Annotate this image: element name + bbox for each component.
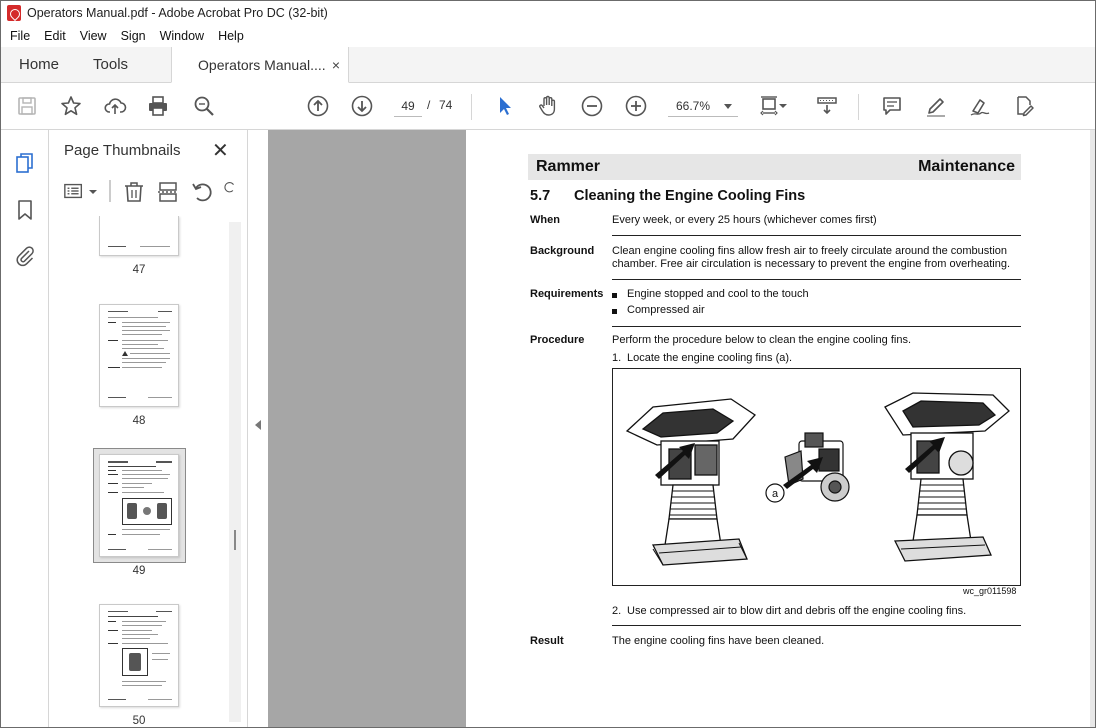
section-rule	[612, 326, 1021, 327]
zoom-search-icon[interactable]	[192, 94, 216, 118]
thumbnails-panel	[49, 130, 247, 728]
thumbnail-label: 49	[132, 565, 146, 577]
options-menu-icon[interactable]	[63, 180, 85, 204]
page-separator: /	[427, 98, 431, 112]
document-viewport[interactable]	[268, 130, 1096, 728]
header-left: Rammer	[536, 158, 601, 175]
previous-page-icon[interactable]	[306, 94, 330, 118]
step-2-text: Use compressed air to blow dirt and debris off the engine cooling fins.	[627, 605, 967, 617]
zoom-level-value: 66.7%	[676, 99, 711, 113]
collapse-panel-arrow-icon[interactable]	[255, 420, 261, 430]
thumbnail-label: 48	[132, 415, 146, 427]
menu-view[interactable]: View	[79, 29, 107, 43]
thumbnail-scroll-grip[interactable]	[234, 530, 236, 550]
header-right: Maintenance	[918, 158, 1015, 175]
background-label: Background	[530, 245, 595, 257]
insert-pages-icon[interactable]	[156, 180, 180, 204]
section-rule	[612, 625, 1021, 626]
zoom-out-icon[interactable]	[580, 94, 604, 118]
select-cursor-icon[interactable]	[493, 94, 517, 118]
acrobat-logo-icon	[7, 5, 21, 21]
panel-splitter[interactable]	[247, 130, 267, 728]
requirement-item: Compressed air	[627, 304, 705, 316]
zoom-in-icon[interactable]	[624, 94, 648, 118]
toolbar-divider	[471, 94, 472, 120]
section-number: 5.7	[530, 188, 551, 204]
next-page-icon[interactable]	[350, 94, 374, 118]
trash-icon[interactable]	[122, 180, 146, 204]
save-icon[interactable]	[15, 94, 39, 118]
step-1-text: Locate the engine cooling fins (a).	[627, 352, 793, 364]
page-thumbnails-icon[interactable]	[13, 151, 37, 175]
menu-window[interactable]: Window	[159, 29, 205, 43]
highlight-pen-icon[interactable]	[924, 94, 948, 118]
comment-icon[interactable]	[880, 94, 904, 118]
procedure-label: Procedure	[530, 334, 585, 346]
thumbnail-page-47[interactable]	[99, 216, 179, 256]
rammer-figure	[612, 368, 1021, 586]
bookmark-icon[interactable]	[13, 198, 37, 222]
print-icon[interactable]	[146, 94, 170, 118]
background-text-line1: Clean engine cooling fins allow fresh air to freely circulate around the combustion	[612, 245, 1007, 257]
main-toolbar	[1, 84, 1095, 130]
tab-close-button[interactable]: ×	[331, 56, 341, 73]
menu-sign[interactable]: Sign	[120, 29, 146, 43]
tab-tools[interactable]: Tools	[93, 56, 129, 73]
panel-close-button[interactable]: ✕	[212, 140, 229, 162]
thumbnail-page-50[interactable]	[99, 604, 179, 707]
star-icon[interactable]	[59, 94, 83, 118]
tab-document-label: Operators Manual....	[198, 56, 326, 73]
step-1-number: 1.	[612, 352, 622, 364]
title-bar	[1, 1, 1095, 25]
menu-help[interactable]: Help	[218, 29, 244, 43]
chevron-down-icon	[724, 104, 732, 109]
thumbnail-scrollbar[interactable]	[229, 222, 241, 722]
tab-home[interactable]: Home	[19, 56, 60, 73]
bullet-icon	[612, 309, 617, 314]
result-text: The engine cooling fins have been cleaned.	[612, 635, 825, 647]
thumbnail-toolbar	[49, 176, 247, 210]
thumbnail-label: 47	[132, 264, 146, 276]
pdf-page	[466, 130, 1090, 728]
sign-pen-icon[interactable]	[968, 94, 992, 118]
background-text-line2: chamber. Free air circulation is necessary to prevent the engine from overheating.	[612, 258, 1011, 270]
section-rule	[612, 279, 1021, 280]
page-number-input[interactable]: 49	[394, 95, 422, 117]
edit-pdf-icon[interactable]	[1012, 94, 1036, 118]
warning-icon	[122, 351, 128, 356]
thumbnail-label: 50	[132, 715, 146, 726]
fit-dropdown-chevron-icon[interactable]	[778, 94, 788, 118]
rammer-illustration	[613, 369, 1020, 585]
panel-toolbar-divider	[109, 180, 111, 202]
thumbnail-figure	[122, 498, 172, 525]
rotate-right-icon[interactable]	[223, 180, 237, 204]
tab-document[interactable]	[171, 47, 349, 83]
rotate-left-icon[interactable]	[190, 180, 214, 204]
bullet-icon	[612, 293, 617, 298]
hand-tool-icon[interactable]	[536, 94, 560, 118]
attachment-icon[interactable]	[13, 244, 37, 268]
tab-bar	[1, 47, 1095, 83]
thumbnail-page-49[interactable]	[99, 454, 179, 557]
procedure-intro: Perform the procedure below to clean the engine cooling fins.	[612, 334, 912, 346]
window-title: Operators Manual.pdf - Adobe Acrobat Pro DC (32-bit)	[27, 6, 328, 20]
figure-caption: wc_gr011598	[963, 586, 1017, 596]
thumbnail-figure	[122, 648, 148, 676]
cloud-upload-icon[interactable]	[103, 94, 127, 118]
result-label: Result	[530, 635, 564, 647]
toolbar-divider	[858, 94, 859, 120]
panel-title: Page Thumbnails	[64, 142, 181, 159]
zoom-level-dropdown[interactable]	[668, 95, 738, 117]
document-scrollbar[interactable]	[1090, 130, 1096, 728]
requirements-label: Requirements	[530, 288, 604, 300]
scroll-mode-icon[interactable]	[815, 94, 839, 118]
options-chevron-icon[interactable]	[87, 180, 99, 204]
when-label: When	[530, 214, 560, 226]
navigation-rail	[1, 130, 49, 728]
menu-file[interactable]: File	[10, 29, 31, 43]
requirement-item: Engine stopped and cool to the touch	[627, 288, 809, 300]
menu-edit[interactable]: Edit	[44, 29, 66, 43]
menu-bar	[1, 25, 1095, 47]
thumbnail-page-48[interactable]	[99, 304, 179, 407]
step-2-number: 2.	[612, 605, 622, 617]
page-header-bar	[528, 154, 1021, 180]
section-rule	[612, 235, 1021, 236]
page-total: 74	[439, 98, 453, 112]
section-title: Cleaning the Engine Cooling Fins	[574, 188, 806, 204]
figure-callout-label: a	[771, 488, 779, 500]
when-text: Every week, or every 25 hours (whichever comes first)	[612, 214, 877, 226]
thumbnail-list	[49, 216, 247, 726]
